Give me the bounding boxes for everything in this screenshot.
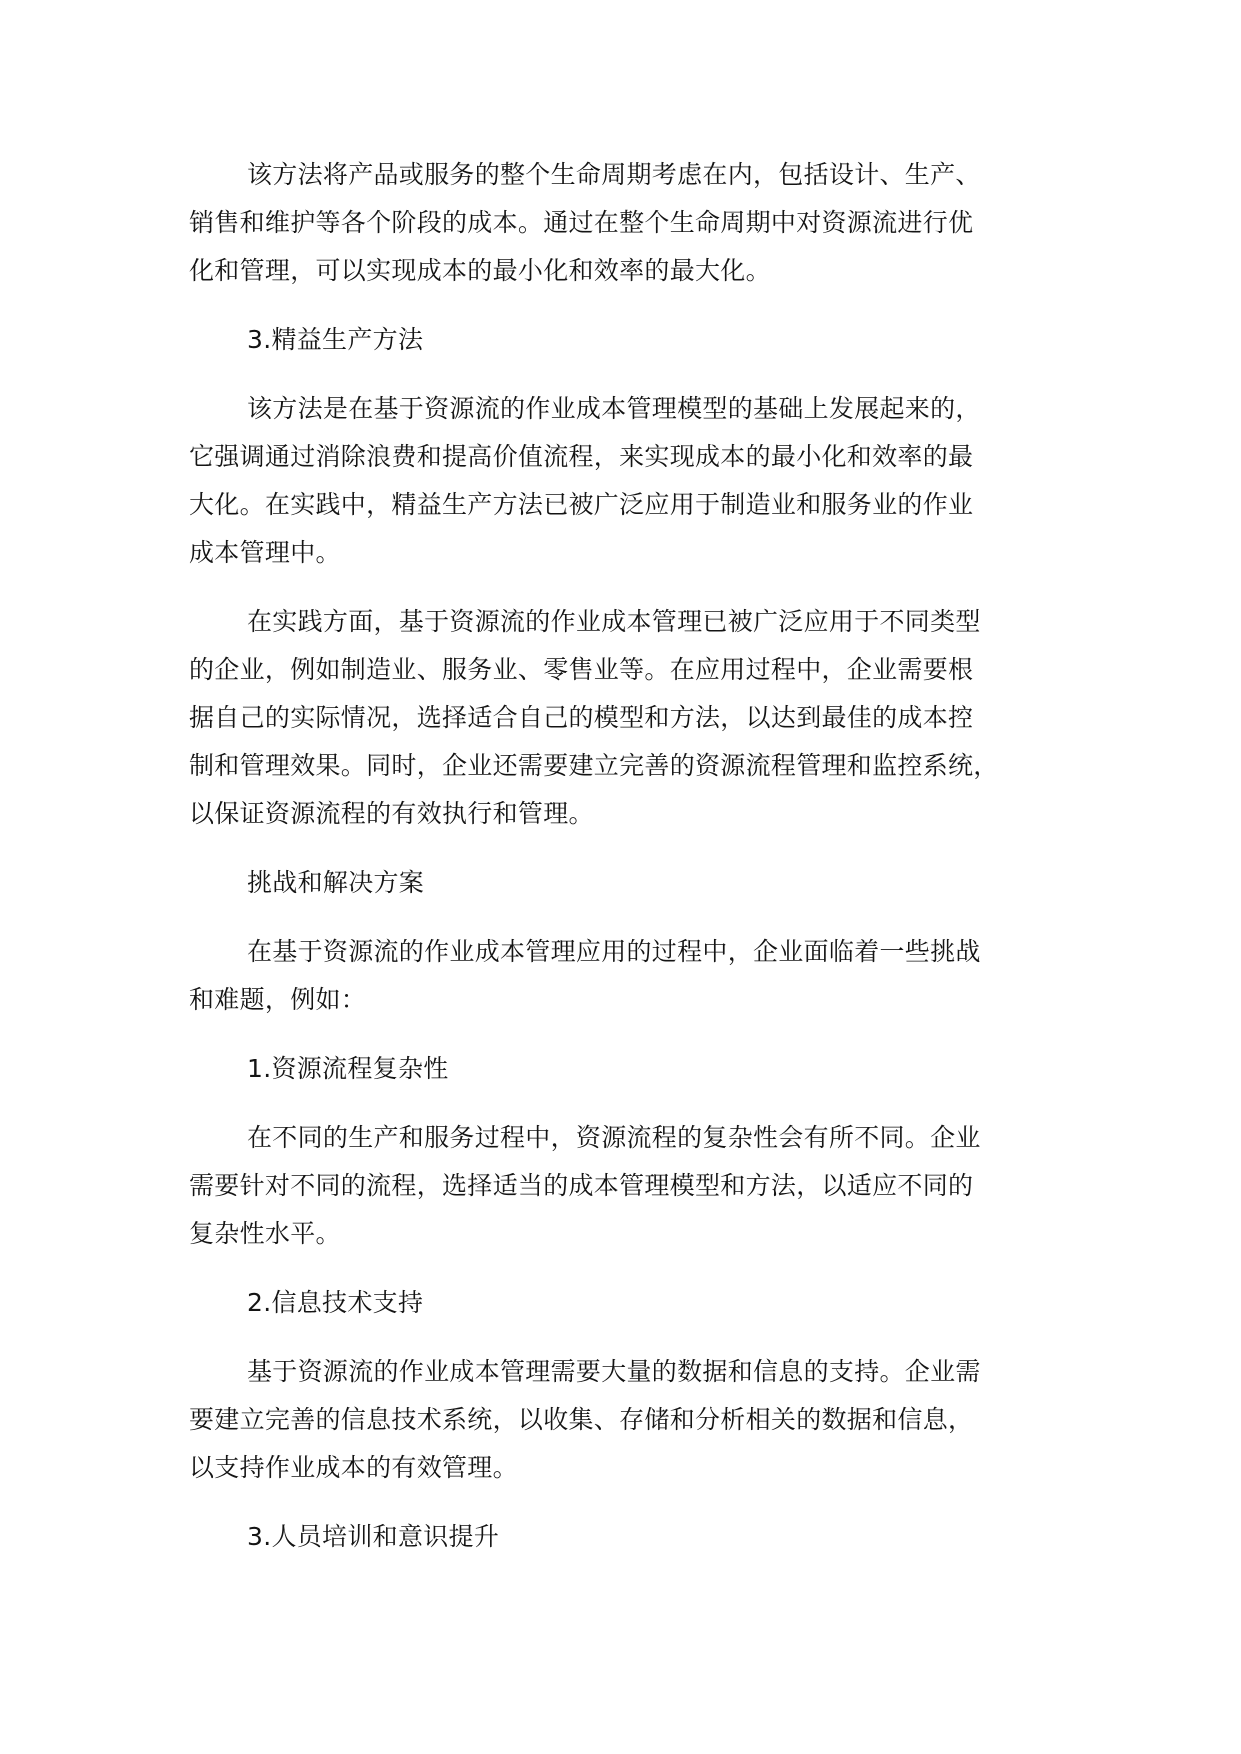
- heading-text: 2.信息技术支持: [247, 1288, 424, 1317]
- heading-text: 1.资源流程复杂性: [247, 1054, 449, 1083]
- text-line: 和难题，例如：: [189, 985, 367, 1014]
- text-line: 以支持作业成本的有效管理。: [189, 1453, 518, 1482]
- text-line: 大化。在实践中，精益生产方法已被广泛应用于制造业和服务业的作业: [189, 490, 974, 519]
- paragraph-it-support: [189, 1348, 1089, 1492]
- text-line: 它强调通过消除浪费和提高价值流程，来实现成本的最小化和效率的最: [189, 442, 974, 471]
- text-line: 该方法将产品或服务的整个生命周期考虑在内，包括设计、生产、: [247, 160, 981, 189]
- paragraph-challenges-intro: [189, 928, 1089, 1024]
- paragraph-lean-production: [189, 385, 1089, 577]
- paragraph-lifecycle-method: [189, 151, 1089, 295]
- text-line: 以保证资源流程的有效执行和管理。: [189, 799, 594, 828]
- text-line: 要建立完善的信息技术系统，以收集、存储和分析相关的数据和信息，: [189, 1405, 974, 1434]
- heading-lean-production: [189, 316, 1089, 364]
- heading-staff-training: [189, 1513, 1089, 1561]
- heading-text: 3.人员培训和意识提升: [247, 1522, 500, 1551]
- text-line: 制和管理效果。同时，企业还需要建立完善的资源流程管理和监控系统，: [189, 751, 999, 780]
- text-line: 据自己的实际情况，选择适合自己的模型和方法，以达到最佳的成本控: [189, 703, 974, 732]
- heading-challenges: [189, 859, 1089, 907]
- text-line: 化和管理，可以实现成本的最小化和效率的最大化。: [189, 256, 771, 285]
- heading-text: 3.精益生产方法: [247, 325, 424, 354]
- heading-text: 挑战和解决方案: [247, 868, 425, 897]
- text-line: 销售和维护等各个阶段的成本。通过在整个生命周期中对资源流进行优: [189, 208, 974, 237]
- heading-process-complexity: [189, 1045, 1089, 1093]
- text-line: 的企业，例如制造业、服务业、零售业等。在应用过程中，企业需要根: [189, 655, 974, 684]
- text-line: 该方法是在基于资源流的作业成本管理模型的基础上发展起来的，: [247, 394, 981, 423]
- text-line: 在实践方面，基于资源流的作业成本管理已被广泛应用于不同类型: [247, 607, 981, 636]
- text-line: 基于资源流的作业成本管理需要大量的数据和信息的支持。企业需: [247, 1357, 981, 1386]
- paragraph-process-complexity: [189, 1114, 1089, 1258]
- text-line: 在基于资源流的作业成本管理应用的过程中，企业面临着一些挑战: [247, 937, 981, 966]
- text-line: 复杂性水平。: [189, 1219, 341, 1248]
- text-line: 成本管理中。: [189, 538, 341, 567]
- document-body: [189, 151, 1089, 1582]
- paragraph-practice: [189, 598, 1089, 838]
- heading-it-support: [189, 1279, 1089, 1327]
- text-line: 在不同的生产和服务过程中，资源流程的复杂性会有所不同。企业: [247, 1123, 981, 1152]
- text-line: 需要针对不同的流程，选择适当的成本管理模型和方法，以适应不同的: [189, 1171, 974, 1200]
